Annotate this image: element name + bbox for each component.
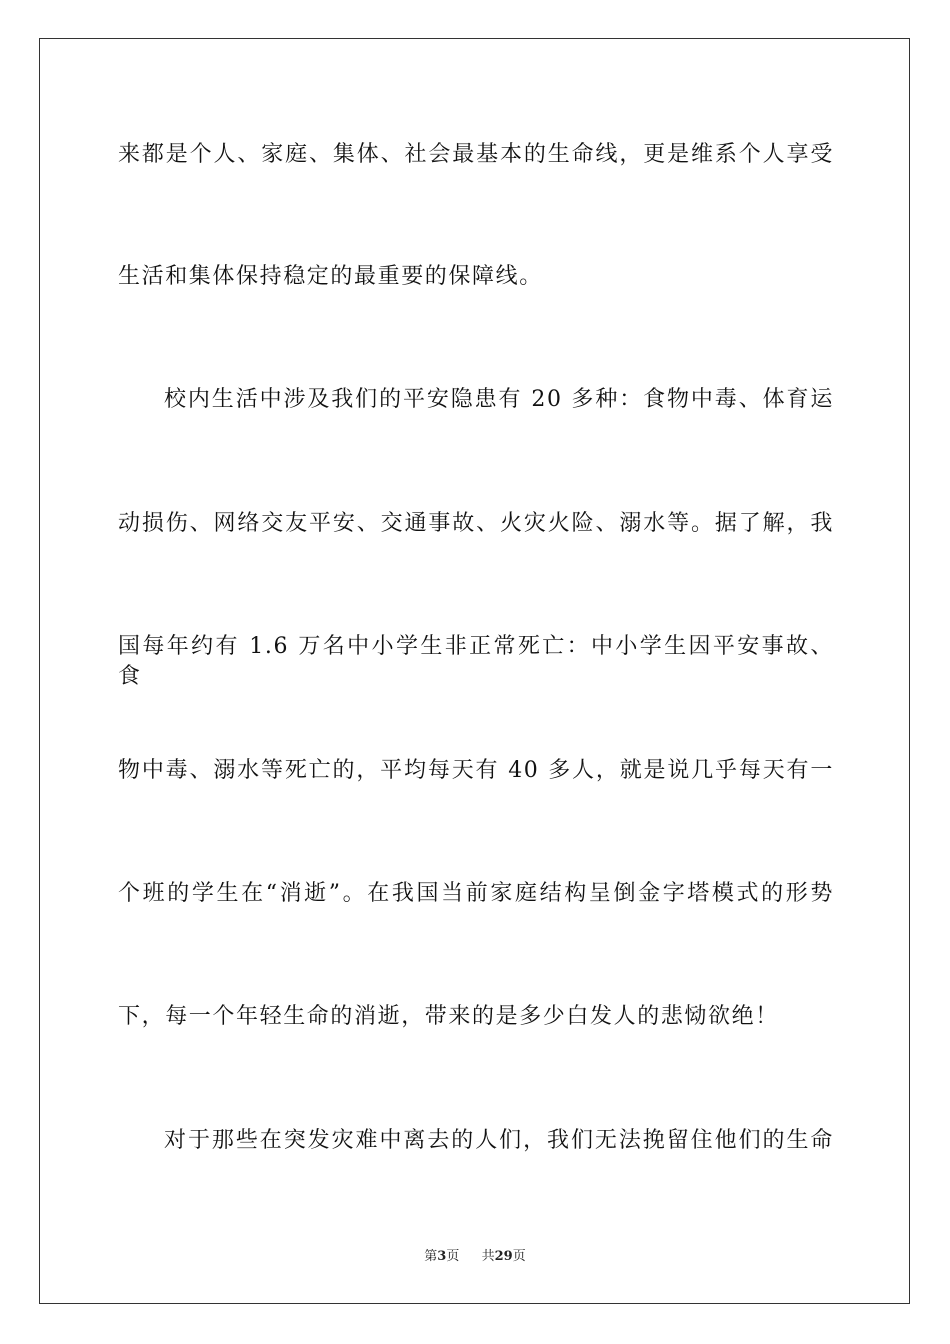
page-footer xyxy=(0,1248,950,1266)
footer-total-suffix: 页 xyxy=(512,1249,526,1264)
body-line-7: 个班的学生在“消逝”。在我国当前家庭结构呈倒金字塔模式的形势 xyxy=(118,881,834,906)
body-line-9: 对于那些在突发灾难中离去的人们，我们无法挽留住他们的生命 xyxy=(164,1128,834,1153)
body-line-2: 生活和集体保持稳定的最重要的保障线。 xyxy=(118,264,543,289)
footer-page-suffix: 页 xyxy=(446,1249,460,1264)
body-line-5: 国每年约有 1.6 万名中小学生非正常死亡：中小学生因平安事故、食 xyxy=(118,634,834,689)
body-line-6: 物中毒、溺水等死亡的，平均每天有 40 多人，就是说几乎每天有一 xyxy=(118,758,834,783)
footer-total-prefix: 共 xyxy=(481,1249,495,1264)
page-border xyxy=(39,38,910,1304)
body-line-8: 下，每一个年轻生命的消逝，带来的是多少白发人的悲恸欲绝！ xyxy=(118,1004,779,1029)
footer-page-prefix: 第 xyxy=(424,1249,438,1264)
body-line-4: 动损伤、网络交友平安、交通事故、火灾火险、溺水等。据了解，我 xyxy=(118,511,834,536)
body-line-1: 来都是个人、家庭、集体、社会最基本的生命线，更是维系个人享受 xyxy=(118,142,834,167)
body-line-3: 校内生活中涉及我们的平安隐患有 20 多种：食物中毒、体育运 xyxy=(164,387,834,412)
footer-total-pages: 29 xyxy=(494,1249,513,1264)
footer-page-number: 3 xyxy=(437,1249,447,1264)
